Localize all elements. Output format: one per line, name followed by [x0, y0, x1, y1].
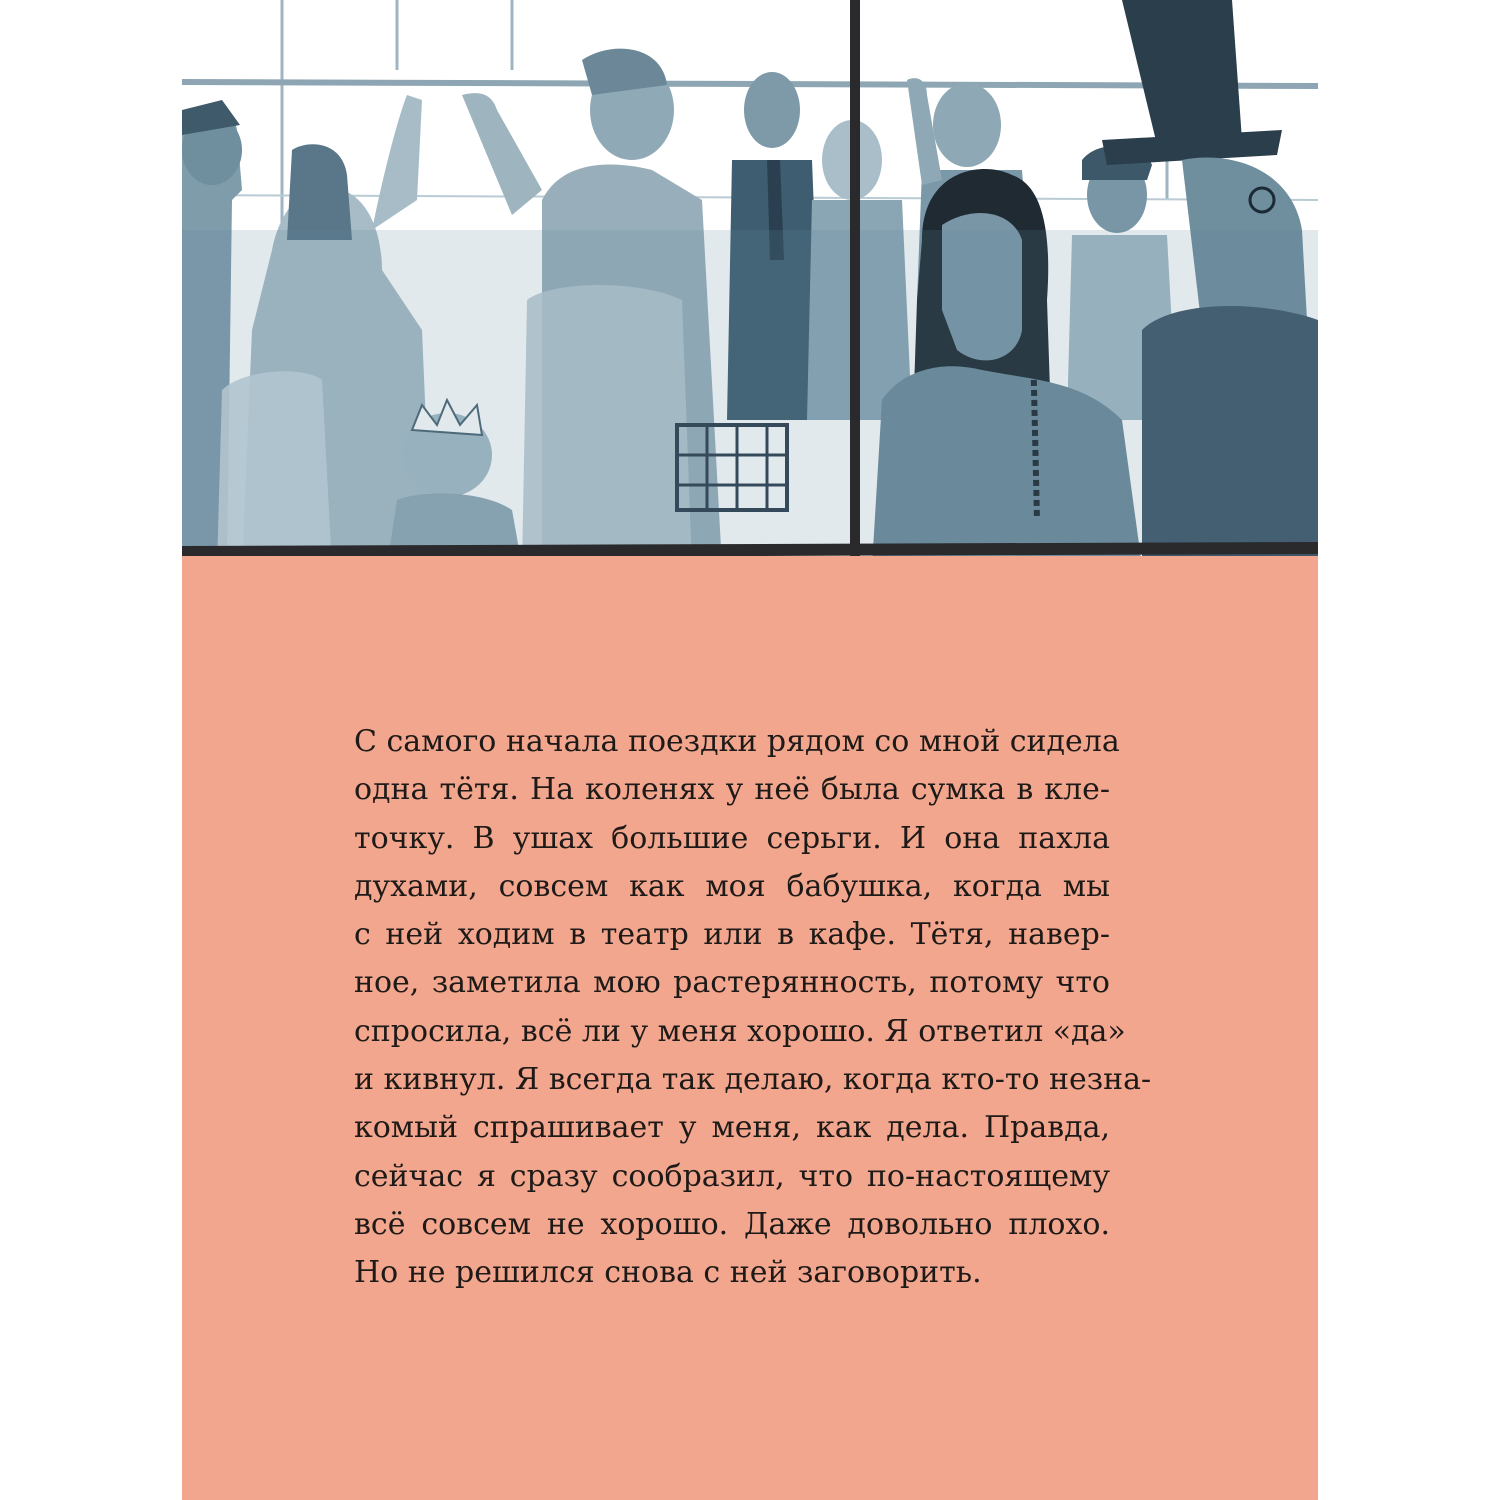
story-line: комый спрашивает у меня, как дела. Правда,: [354, 1110, 1110, 1146]
bus-window-illustration: [182, 0, 1318, 566]
story-line: одна тётя. На коленях у неё была сумка в кле-: [354, 772, 1110, 808]
story-line: точку. В ушах большие серьги. И она пахла: [354, 820, 1110, 856]
book-page: [182, 0, 1318, 1500]
story-text: [354, 718, 1152, 1298]
story-line: всё совсем не хорошо. Даже довольно плохо.: [354, 1206, 1110, 1242]
story-line: спросила, всё ли у меня хорошо. Я ответил «да»: [354, 1013, 1126, 1049]
story-line: и кивнул. Я всегда так делаю, когда кто-то незна-: [354, 1062, 1152, 1098]
story-line: ное, заметила мою растерянность, потому что: [354, 965, 1110, 1001]
story-line: сейчас я сразу сообразил, что по-настоящему: [354, 1158, 1110, 1194]
story-line: духами, совсем как моя бабушка, когда мы: [354, 868, 1110, 904]
crowded-bus-window-illustration: [182, 0, 1318, 566]
story-line: с ней ходим в театр или в кафе. Тётя, навер-: [354, 917, 1110, 953]
story-line: Но не решился снова с ней заговорить.: [354, 1255, 982, 1291]
story-line: С самого начала поездки рядом со мной сидела: [354, 724, 1120, 759]
